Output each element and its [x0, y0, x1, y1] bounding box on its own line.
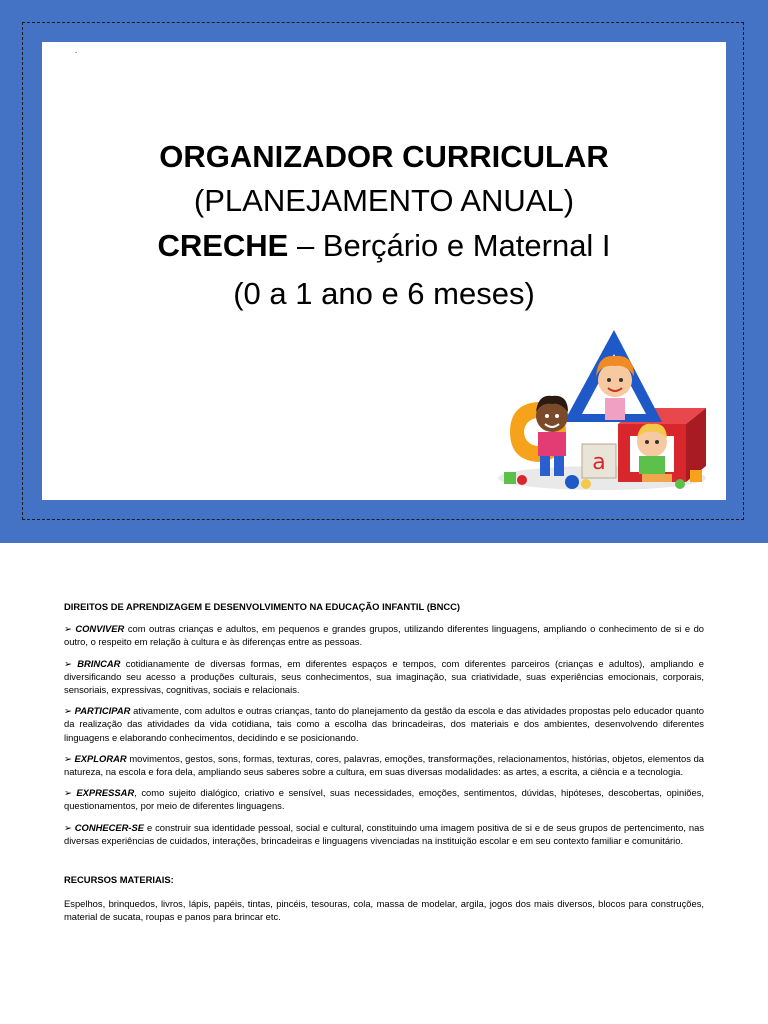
rights-heading: DIREITOS DE APRENDIZAGEM E DESENVOLVIMENTO NA EDUCAÇÃO INFANTIL (BNCC) [64, 601, 461, 612]
rights-text: cotidianamente de diversas formas, em diferentes espaços e tempos, com diferentes parceiros (crianças e adultos), ampliando e diversificando seu acesso a produções culturais, seus conhecimentos, sua imaginação, sua criatividade, suas experiências emocionais, corporais, sensoriais, expressivas, cognitivas, sociais e relacionais. [64, 657, 705, 696]
rights-lead: CONHECER-SE [74, 821, 145, 833]
rights-lead: CONVIVER [75, 623, 125, 635]
title-line-3 [42, 223, 726, 269]
materials-heading: RECURSOS MATERIAIS: [64, 874, 174, 886]
rights-lead: BRINCAR [77, 657, 121, 669]
rights-text: e construir sua identidade pessoal, social e cultural, constituindo uma imagem positiva de si e de seus grupos de pertencimento, nas diversas experiências de cuidados, interações, brincadeiras e linguagens vivenciadas na instituição escolar e em seu contexto familiar e comunitário. [64, 821, 705, 846]
rights-text: com outras crianças e adultos, em pequenos e grandes grupos, utilizando diferentes linguagens, ampliando o conhecimento de si e do outro, o respeito em relação à cultura e às diferenças entre as pessoas. [64, 623, 704, 648]
title-line-3-rest: – Berçário e Maternal I [288, 228, 611, 263]
rights-item-explorar [64, 752, 704, 778]
bullet-arrow-icon: ➢ [64, 623, 72, 635]
title-line-1: ORGANIZADOR CURRICULAR [159, 139, 609, 174]
title-line-4: (0 a 1 ano e 6 meses) [233, 276, 535, 311]
title-line-2: (PLANEJAMENTO ANUAL) [193, 183, 575, 218]
rights-item-participar [64, 704, 704, 744]
title-line-3-bold: CRECHE [157, 228, 289, 263]
bullet-arrow-icon: ➢ [64, 705, 72, 717]
bullet-arrow-icon: ➢ [64, 821, 72, 833]
rights-item-expressar [64, 786, 704, 812]
rights-item-conviver [64, 622, 704, 648]
children-blocks-illustration [492, 320, 710, 496]
rights-lead: EXPRESSAR [76, 787, 135, 799]
bullet-arrow-icon: ➢ [64, 752, 72, 764]
cover-mark: . [75, 46, 78, 55]
rights-item-conhecer-se [64, 821, 704, 847]
materials-text: Espelhos, brinquedos, livros, lápis, papéis, tintas, pincéis, tesouras, cola, massa de modelar, argila, jogos dos mais diversos, blocos para construções, material de sucata, roupas e panos para brincar etc. [64, 898, 704, 923]
document-body [64, 600, 704, 924]
rights-item-brincar [64, 657, 704, 697]
rights-lead: PARTICIPAR [74, 705, 131, 717]
rights-text: movimentos, gestos, sons, formas, texturas, cores, palavras, emoções, transformações, relacionamentos, histórias, objetos, elementos da natureza, na escola e fora dela, ampliando seus saberes sobre a cultura, em suas diversas modalidades: as artes, a escrita, a ciência e a tecnologia. [64, 752, 704, 778]
bullet-arrow-icon: ➢ [64, 657, 72, 669]
rights-text: ativamente, com adultos e outras crianças, tanto do planejamento da gestão da escola e das atividades propostas pelo educador quanto da realização das atividades da vida cotidiana, tais como a escolha das brincadeiras, dos materiais e dos ambientes, desenvolvendo diferentes linguagens e elaborando conhecimentos, decidindo e se posicionando. [64, 705, 704, 743]
rights-lead: EXPLORAR [74, 752, 127, 764]
rights-text: , como sujeito dialógico, criativo e sensível, suas necessidades, emoções, sentimentos, dúvidas, hipóteses, descobertas, opiniões, questionamentos, por meio de diferentes linguagens. [64, 787, 704, 812]
cover-title [42, 135, 726, 319]
cover-inner-panel [42, 42, 726, 500]
svg-text:a: a [592, 450, 606, 475]
bullet-arrow-icon: ➢ [64, 787, 72, 799]
